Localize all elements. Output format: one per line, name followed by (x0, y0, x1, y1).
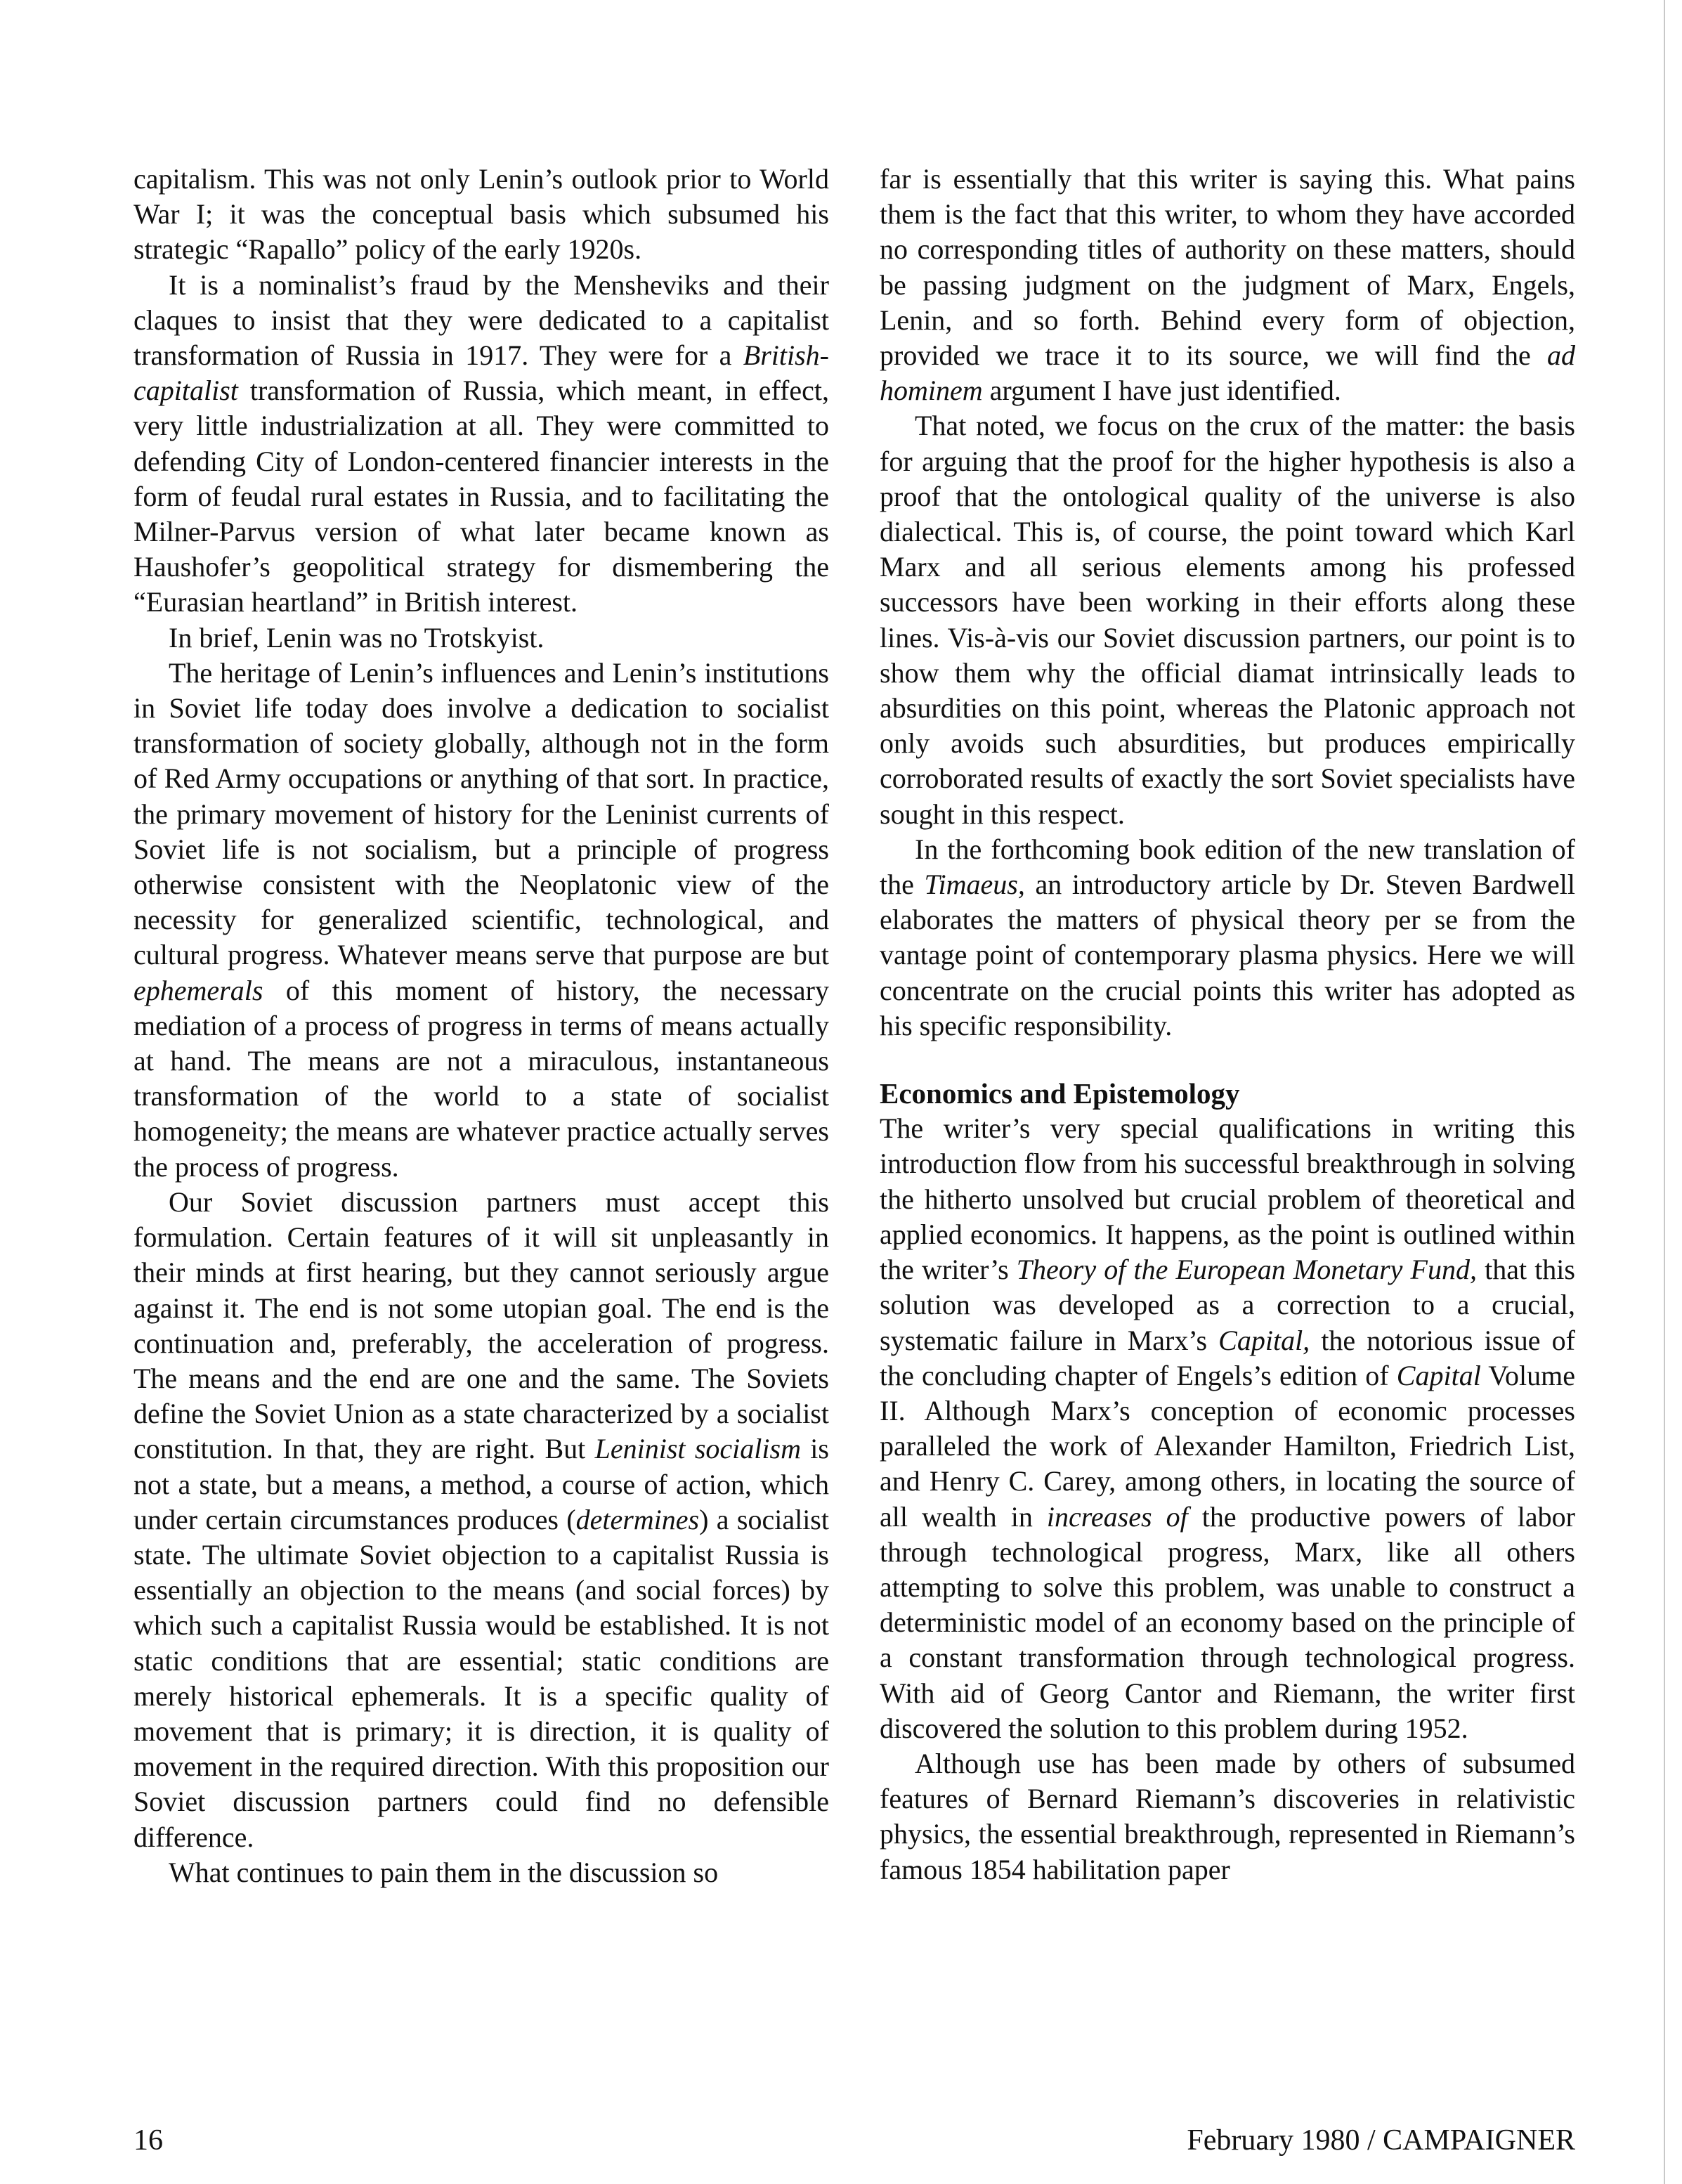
paragraph: The writer’s very special qualifications in writing this introduction flow from his successful breakthrough in solving the hitherto unsolved but crucial problem of theoretical and applied economics. It happens, as the point is outlined within the writer’s Theory of the European Monetary Fund, that this solution was developed as a correction to a crucial, systematic failure in Marx’s Capital, the notorious issue of the concluding chapter of Engels’s edition of Capital Volume II. Although Marx’s conception of economic processes paralleled the work of Alexander Hamilton, Friedrich List, and Henry C. Carey, among others, in locating the source of all wealth in increases of the productive powers of labor through technological progress, Marx, like all others attempting to solve this problem, was unable to construct a deterministic model of an economy based on the principle of a constant transformation through technological progress. With aid of Georg Cantor and Riemann, the writer first discovered the solution to this problem during 1952. (880, 1112, 1575, 1744)
emphasis: Capital (1396, 1359, 1481, 1391)
paragraph: It is a nominalist’s fraud by the Mensheviks and their claques to insist that they were dedicated to a capitalist transformation of Russia in 1917. They were for a British-capitalist transformation of Russia, which meant, in effect, very little industrialization at all. They were committed to defending City of London-centered financier interests in the form of feudal rural estates in Russia, and to facilitating the Milner-Parvus version of what later became known as Haushofer’s geopolitical strategy for dismembering the “Eurasian heartland” in British interest. (133, 268, 829, 618)
right-column (880, 162, 1575, 1887)
paragraph: In the forthcoming book edition of the new translation of the Timaeus, an introductory article by Dr. Steven Bardwell elaborates the matters of physical theory per se from the vantage point of contemporary plasma physics. Here we will concentrate on the crucial points this writer has adopted as his specific responsibility. (880, 833, 1575, 1041)
paragraph: What continues to pain them in the discussion so (169, 1856, 719, 1888)
emphasis: Timaeus, (924, 869, 1025, 901)
page-number: 16 (133, 2124, 163, 2157)
emphasis: British-capitalist (133, 339, 829, 407)
paragraph: In brief, Lenin was no Trotskyist. (169, 621, 545, 654)
page-edge-divider (1664, 0, 1665, 2184)
paragraph: Our Soviet discussion partners must accept this formulation. Certain features of it will sit unpleasantly in their minds at first hearing, but they cannot seriously argue against it. The end is not some utopian goal. The end is the continuation and, preferably, the acceleration of progress. The means and the end are one and the same. The Soviets define the Soviet Union as a state characterized by a socialist constitution. In that, they are right. But Leninist socialism is not a state, but a means, a method, a course of action, which under certain circumstances produces (determines) a socialist state. The ultimate Soviet objection to a capitalist Russia is essentially an objection to the means (and social forces) by which such a capitalist Russia would be established. It is not static conditions that are essential; static conditions are merely historical ephemerals. It is a specific quality of movement that is primary; it is direction, it is quality of movement in the required direction. With this proposition our Soviet discussion partners could find no defensible difference. (133, 1185, 829, 1853)
emphasis: increases of (1046, 1500, 1188, 1533)
emphasis: ad hominem (880, 339, 1575, 407)
paragraph: That noted, we focus on the crux of the matter: the basis for arguing that the proof for the higher hypothesis is also a proof that the ontological quality of the universe is also dialectical. This is, of course, the point toward which Karl Marx and all serious elements among his professed successors have been working in their efforts along these lines. Vis-à-vis our Soviet discussion partners, our point is to show them why the official diamat intrinsically leads to absurdities on this point, whereas the Platonic approach not only avoids such absurdities, but produces empirically corroborated results of exactly the sort Soviet specialists have sought in this respect. (880, 410, 1575, 830)
emphasis: Theory of the European Monetary Fund, (1016, 1254, 1477, 1286)
section-heading: Economics and Epistemology (880, 1077, 1240, 1110)
emphasis: Capital, (1218, 1324, 1310, 1356)
paragraph: capitalism. This was not only Lenin’s outlook prior to World War I; it was the conceptual basis which subsumed his strategic “Rapallo” policy of the early 1920s. (133, 163, 829, 266)
left-column (133, 162, 829, 1890)
running-footer: February 1980 / CAMPAIGNER (1187, 2124, 1575, 2157)
paragraph: Although use has been made by others of subsumed features of Bernard Riemann’s discoveries in relativistic physics, the essential breakthrough, represented in Riemann’s famous 1854 habilitation paper (880, 1747, 1575, 1885)
emphasis: ephemerals (133, 974, 263, 1006)
emphasis: determines (575, 1503, 700, 1535)
paragraph: The heritage of Lenin’s influences and Lenin’s institutions in Soviet life today does involve a dedication to socialist transformation of society globally, although not in the form of Red Army occupations or anything of that sort. In practice, the primary movement of history for the Leninist currents of Soviet life is not socialism, but a principle of progress otherwise consistent with the Neoplatonic view of the necessity for generalized scientific, technological, and cultural progress. Whatever means serve that purpose are but ephemerals of this moment of history, the necessary mediation of a process of progress in terms of means actually at hand. The means are not a miraculous, instantaneous transformation of the world to a state of socialist homogeneity; the means are whatever practice actually serves the process of progress. (133, 656, 829, 1183)
paragraph: far is essentially that this writer is saying this. What pains them is the fact that this writer, to whom they have accorded no corresponding titles of authority on these matters, should be passing judgment on the judgment of Marx, Engels, Lenin, and so forth. Behind every form of objection, provided we trace it to its source, we will find the ad hominem argument I have just identified. (880, 163, 1575, 407)
emphasis: Leninist socialism (594, 1433, 801, 1465)
